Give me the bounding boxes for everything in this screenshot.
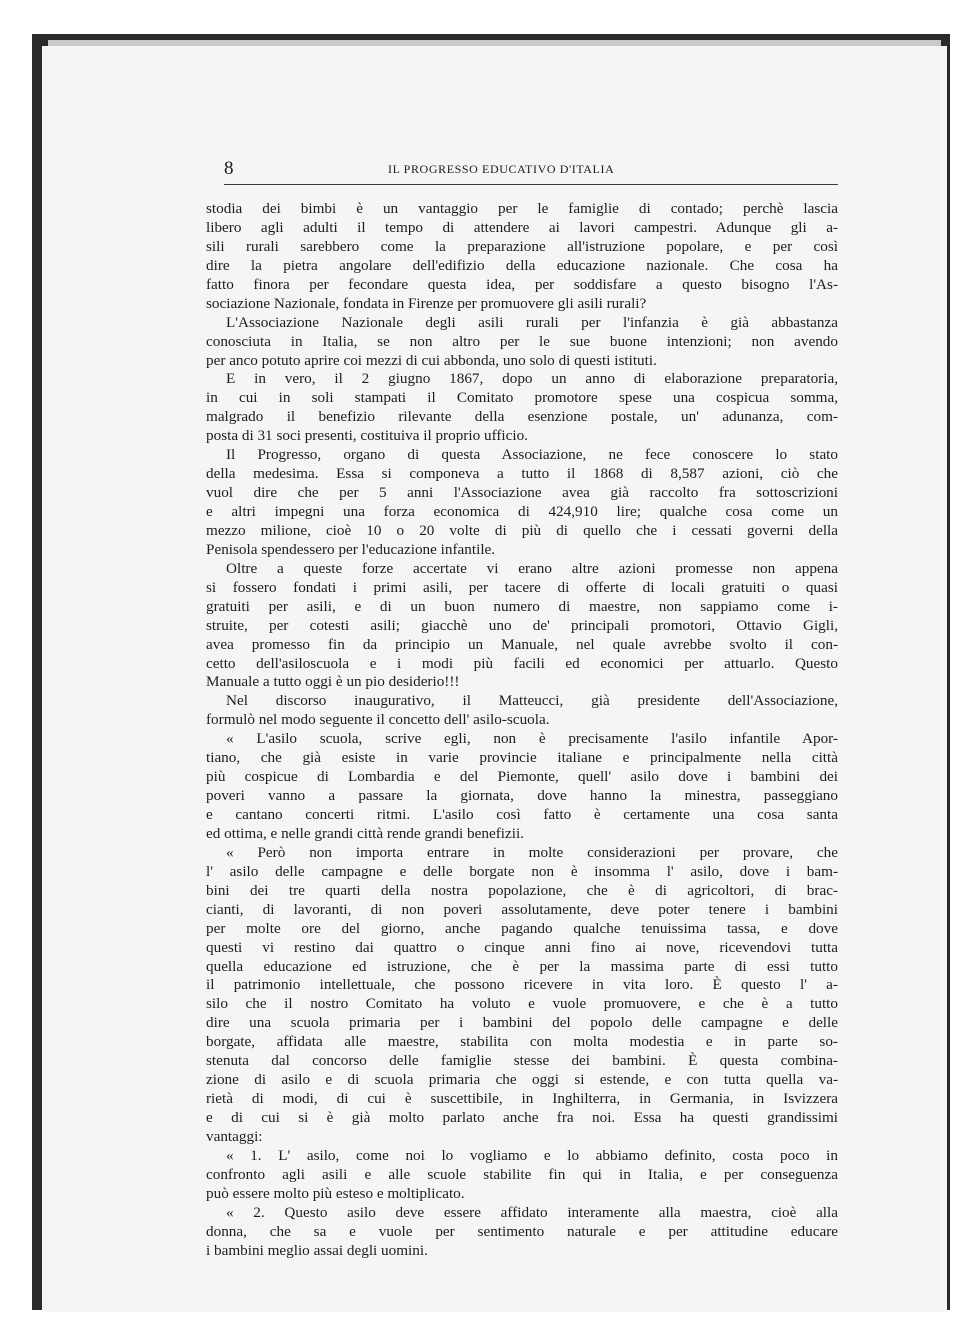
text-line: stodia dei bimbi è un vantaggio per le famiglie di contado; perchè lascia [206,200,838,217]
text-line: Nel discorso inaugurativo, il Matteucci, già presidente dell'Associazione, [226,692,838,710]
text-line: bini dei tre quarti della nostra popolazione, che è di agricoltori, di brac- [206,881,838,899]
text-line: « 1. L' asilo, come noi lo vogliamo e lo abbiamo definito, costa poco in [226,1146,838,1164]
text-line: cetto dell'asiloscuola e i modi più facili ed economici per attuarlo. Questo [206,654,838,672]
text-line: conosciuta in Italia, se non altro per le sue buone intenzioni; non avendo [206,332,838,350]
text-line: l' asilo delle campagne e delle borgate non è insomma l' asilo, dove i bam- [206,862,838,880]
text-line: rietà di modi, di cui è suscettibile, in Inghilterra, in Germania, in Isvizzera [206,1090,838,1108]
text-line: il patrimonio intellettuale, che possono ricevere in vita loro. È questo l' a- [206,976,838,994]
text-line: borgate, affidata alle maestre, stabilita con molta modestia e in parte so- [206,1033,838,1051]
text-line: donna, che sa e vuole per sentimento naturale e per attitudine educare [206,1222,838,1240]
scan-border-top [0,0,958,34]
text-line: dire una scuola primaria per i bambini del popolo delle campagne e delle [206,1014,838,1032]
text-line: vantaggi: [206,1127,263,1145]
text-line: mezzo milione, cioè 10 o 20 volte di più di quello che i cessati governi della [206,521,838,539]
text-line: confronto agli asili e alle scuole stabilite fin qui in Italia, e per conseguenza [206,1165,838,1183]
page-number: 8 [224,158,234,179]
text-line: formulò nel modo seguente il concetto dell' asilo-scuola. [206,711,550,729]
text-line: in cui in soli stampati il Comitato promotore spese una cospicua somma, [206,389,838,407]
text-line: questi vi restino dai quattro o cinque anni fino ai nove, ricevendovi tutta [206,938,838,956]
text-line: libero agli adulti il tempo di attendere ai lavori campestri. Adunque gli a- [206,218,838,236]
text-line: i bambini meglio assai degli uomini. [206,1241,428,1259]
text-line: « Però non importa entrare in molte considerazioni per provare, che [226,843,838,861]
text-line: cianti, di lavoranti, di non poveri assolutamente, deve poter tenere i bambini [206,900,838,918]
text-line: per molte ore del giorno, anche pagando qualche tenuissima tassa, e dove [206,919,838,937]
scan-border-right [950,0,958,1324]
text-line: ed ottima, e nelle grandi città rende grandi benefizii. [206,824,524,842]
text-line: sociazione Nazionale, fondata in Firenze per promuovere gli asili rurali? [206,294,647,312]
text-line: poveri vanno a passare la giornata, dove hanno la minestra, passeggiano [206,787,838,805]
text-line: più cospicue di Lombardia e del Piemonte, quell' asilo dove i bambini dei [206,768,838,786]
text-line: « 2. Questo asilo deve essere affidato interamente alla maestra, cioè alla [226,1203,838,1221]
text-line: sili rurali sarebbero come la preparazione all'istruzione popolare, e per così [206,237,838,255]
text-line: dire la pietra angolare dell'edifizio della educazione nazionale. Che cosa ha [206,256,838,274]
text-line: Manuale a tutto oggi è un pio desiderio!!! [206,673,460,691]
text-line: della medesima. Essa si componeva a tutto il 1868 di 8,587 azioni, ciò che [206,465,838,483]
text-line: per anco potuto aprire coi mezzi di cui abbonda, uno solo di questi istituti. [206,351,657,369]
page-header [224,158,838,185]
body-text [206,200,838,1261]
text-line: e altri impegni una forza economica di 424,910 lire; qualche cosa come un [206,503,838,520]
text-line: avea promesso fin da principio un Manuale, nel quale avrebbe svolto il con- [206,635,838,653]
text-line: gratuiti per asili, e di un buon numero di maestre, non sappiamo come i- [206,597,838,615]
text-line: stenuta dal concorso delle famiglie stesse dei bambini. È questa combina- [206,1052,838,1070]
text-line: E in vero, il 2 giugno 1867, dopo un anno di elaborazione preparatoria, [226,370,838,388]
text-line: si fossero fondati i primi asili, per tacere di offerte di locali gratuiti o quasi [206,578,838,596]
text-line: e cantano concerti ritmi. L'asilo così fatto è certamente una cosa santa [206,806,838,823]
text-line: Il Progresso, organo di questa Associazione, ne fece conoscere lo stato [226,446,838,464]
text-line: fatto finora per fecondare questa idea, per soddisfare a questo bisogno l'As- [206,275,838,293]
text-line: « L'asilo scuola, scrive egli, non è precisamente l'asilo infantile Apor- [226,730,838,748]
text-line: e di cui si è già molto parlato anche fra noi. Essa ha questi grandissimi [206,1109,838,1126]
text-line: Oltre a queste forze accertate vi erano altre azioni promesse non appena [226,559,838,577]
scan-border-left [0,0,32,1324]
text-line: Penisola spendessero per l'educazione infantile. [206,540,496,558]
scan-border-bottom [0,1310,958,1324]
text-line: posta di 31 soci presenti, costituiva il proprio ufficio. [206,427,528,445]
text-line: zione di asilo e di scuola primaria che oggi si estende, e con tutta quella va- [206,1071,838,1089]
text-line: L'Associazione Nazionale degli asili rurali per l'infanzia è già abbastanza [226,313,838,331]
text-line: può essere molto più esteso e moltiplicato. [206,1184,465,1202]
text-line: malgrado il benefizio rilevante della esenzione postale, un' adunanza, com- [206,408,838,426]
running-title: IL PROGRESSO EDUCATIVO D'ITALIA [388,162,615,176]
text-line: tiano, che già esiste in varie provincie italiane e principalmente nella città [206,749,838,767]
text-line: struite, per cotesti asili; giacchè uno de' principali promotori, Ottavio Gigli, [206,616,838,634]
text-line: quella educazione ed istruzione, che è per la massima parte di essi tutto [206,957,838,975]
text-line: silo che il nostro Comitato ha voluto e vuole promuovere, e che è a tutto [206,995,838,1013]
text-line: vuol dire che per 5 anni l'Associazione avea già raccolto fra sottoscrizioni [206,484,838,502]
